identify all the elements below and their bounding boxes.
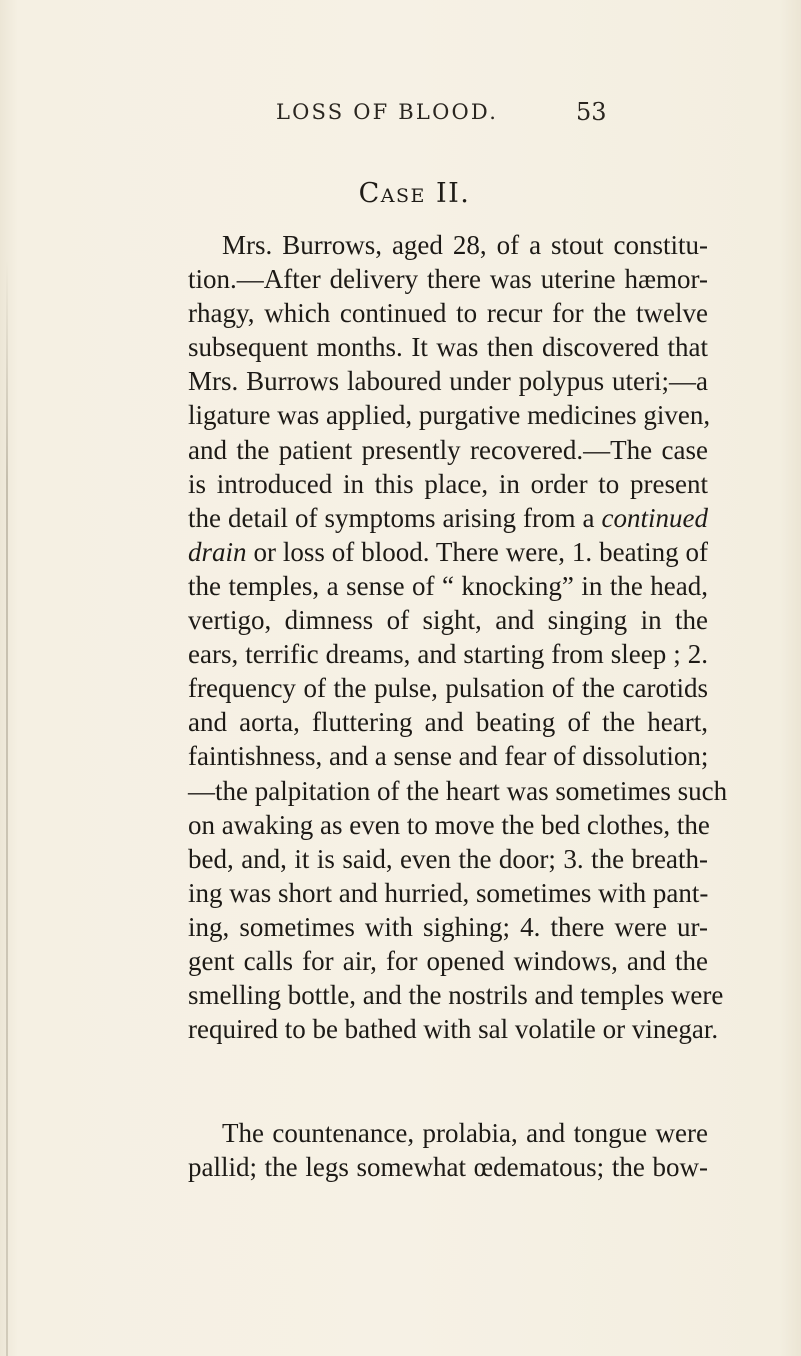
text-line: ligature was applied, purgative medicines given, xyxy=(188,400,711,431)
text-line: tion.—After delivery there was uterine hæmor- xyxy=(188,264,708,295)
text-line: frequency of the pulse, pulsation of the carotids xyxy=(188,673,708,704)
text-line: faintishness, and a sense and fear of dissolution; xyxy=(188,741,709,772)
text-line: gent calls for air, for opened windows, and the xyxy=(188,945,708,976)
text-line: ing was short and hurried, sometimes with pant- xyxy=(188,877,709,908)
paragraph-countenance xyxy=(188,1116,708,1184)
italic-word: drain xyxy=(188,536,247,567)
text-line: required to be bathed with sal volatile or vinegar. xyxy=(188,1014,719,1045)
text-line: ing, sometimes with sighing; 4. there were ur- xyxy=(188,911,708,942)
running-header xyxy=(0,96,801,136)
text-line: is introduced in this place, in order to present xyxy=(188,468,708,499)
text-line: Mrs. Burrows, aged 28, of a stout constitu- xyxy=(222,230,708,260)
text-line: ears, terrific dreams, and starting from sleep ; 2. xyxy=(188,639,708,670)
text-line: vertigo, dimness of sight, and singing in the xyxy=(188,605,708,636)
text-segment: or loss of blood. There were, 1. beating of xyxy=(246,536,708,567)
text-line: on awaking as even to move the bed clothes, the xyxy=(188,809,710,840)
text-line: and the patient presently recovered.—The case xyxy=(188,434,708,465)
text-line xyxy=(188,535,708,569)
text-segment: the detail of symptoms arising from a xyxy=(188,502,595,533)
page-number: 53 xyxy=(576,98,607,126)
text-line: and aorta, fluttering and beating of the heart, xyxy=(188,707,708,738)
paragraph-case-description xyxy=(188,228,728,1046)
case-heading: Case II. xyxy=(358,178,471,209)
text-line: Mrs. Burrows laboured under polypus uteri;—a xyxy=(188,366,708,397)
text-line: —the palpitation of the heart was sometimes such xyxy=(188,775,728,806)
text-line xyxy=(188,501,708,535)
text-line: smelling bottle, and the nostrils and temples were xyxy=(188,980,724,1011)
text-line: subsequent months. It was then discovered that xyxy=(188,332,708,363)
text-line: pallid; the legs somewhat œdematous; the bow- xyxy=(188,1152,708,1183)
page-gutter-shadow xyxy=(6,260,8,1356)
text-line: The countenance, prolabia, and tongue were xyxy=(222,1118,708,1148)
italic-word: continued xyxy=(601,502,709,533)
running-title: LOSS OF BLOOD. xyxy=(276,100,499,124)
text-line: the temples, a sense of “ knocking” in the head, xyxy=(188,570,708,601)
text-line: rhagy, which continued to recur for the twelve xyxy=(188,298,708,329)
text-line: bed, and, it is said, even the door; 3. the breath- xyxy=(188,843,708,874)
